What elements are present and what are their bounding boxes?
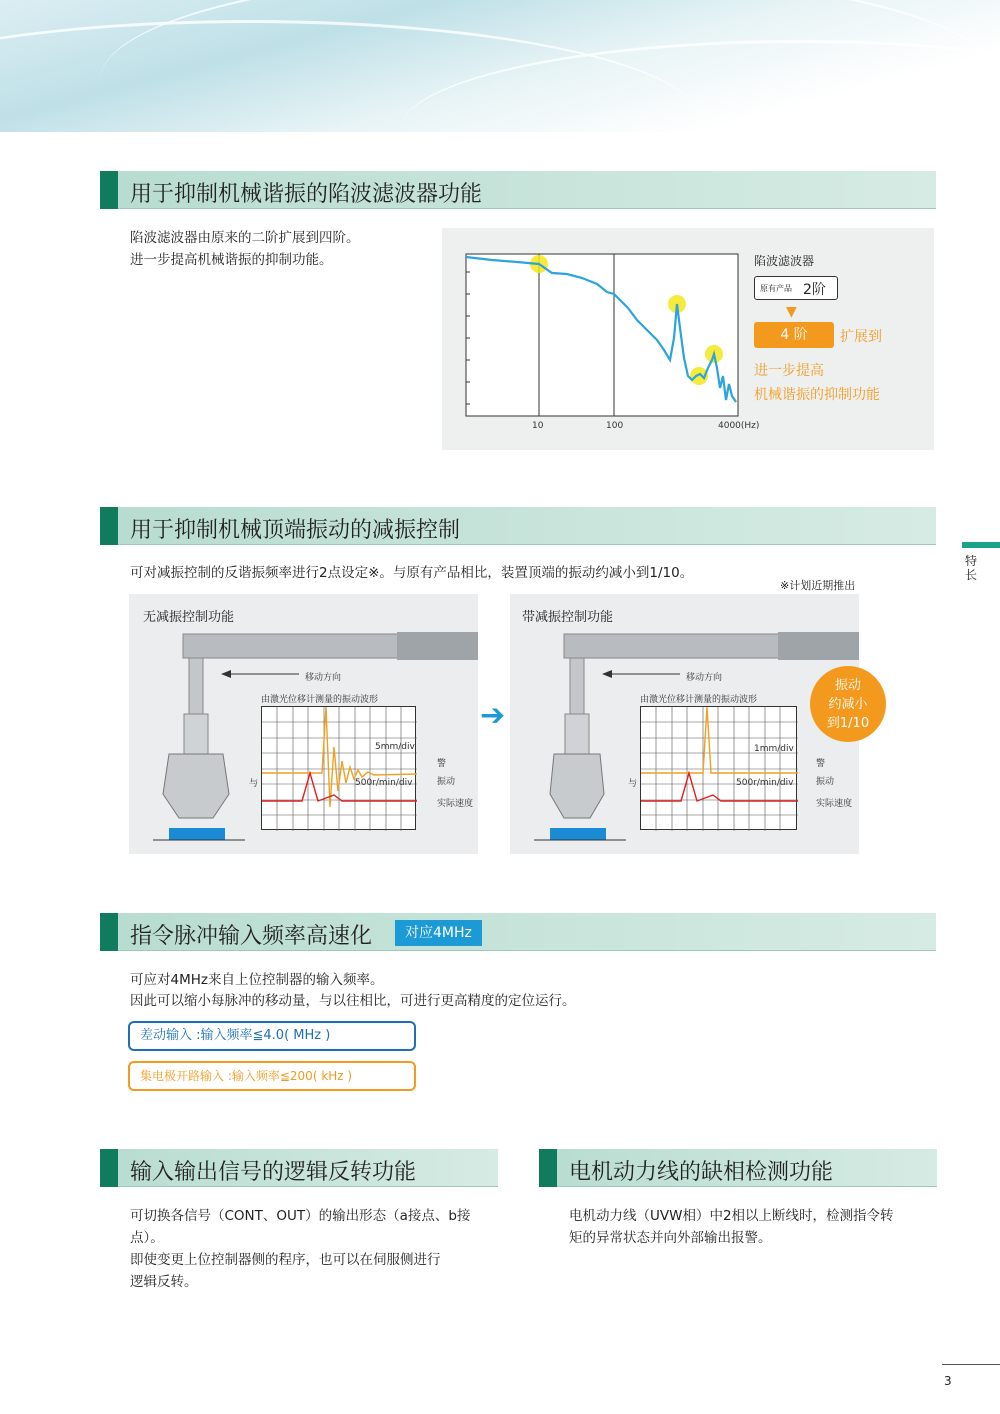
- chart-plot-area: [466, 254, 738, 416]
- arrow-left-icon: [221, 670, 231, 678]
- grid: [262, 707, 417, 831]
- wave-label: 由激光位移计测量的振动波形: [261, 695, 379, 705]
- damping-text: 可对减振控制的反谐振频率进行2点设定※。与原有产品相比，装置顶端的振动约减小到1/10。: [130, 565, 694, 581]
- phase-text-2: 矩的异常状态并向外部输出报警。: [569, 1230, 772, 1246]
- gantry-end: [397, 632, 478, 660]
- pulse-text-1: 可应对4MHz来自上位控制器的输入频率。: [130, 972, 384, 988]
- section-title: 用于抑制机械顶端振动的减振控制: [130, 518, 461, 543]
- section-header-bar: [100, 913, 118, 951]
- logic-text-1: 可切换各信号（CONT、OUT）的输出形态（a接点、b接: [130, 1208, 471, 1224]
- vibration-label: 振动: [437, 777, 456, 787]
- callout-line-2: 约减小: [828, 697, 868, 712]
- arm-column: [189, 658, 203, 718]
- scale-speed: 500r/min/div: [355, 778, 413, 788]
- improve-label-2: 机械谐振的抑制功能: [754, 387, 880, 403]
- section-title: 输入输出信号的逻辑反转功能: [130, 1160, 417, 1185]
- old-product-box: [754, 276, 838, 300]
- logic-text-4: 逻辑反转。: [130, 1274, 198, 1290]
- speed-label: 实际速度: [816, 799, 853, 809]
- arrow-right-icon: ➔: [480, 698, 506, 733]
- section-title: 电机动力线的缺相检测功能: [569, 1160, 834, 1185]
- side-label-a: 警: [816, 759, 826, 769]
- callout-line-1: 振动: [834, 678, 861, 693]
- oscilloscope-left: [261, 706, 416, 830]
- workpiece: [550, 828, 606, 840]
- move-direction: 移动方向: [686, 673, 723, 683]
- notch-chart-panel: [442, 228, 934, 450]
- reduction-callout: [810, 666, 886, 742]
- section-header-bar: [100, 507, 118, 545]
- gripper: [163, 754, 229, 818]
- side-label-a: 警: [437, 759, 447, 769]
- side-tab-marker: [962, 542, 1000, 548]
- side-label-b: 与: [249, 779, 259, 789]
- top-banner: [0, 0, 1000, 132]
- panel-title: 带减振控制功能: [522, 610, 614, 625]
- section-header-notch: [100, 171, 936, 209]
- scale-position: 5mm/div: [375, 742, 415, 752]
- expand-label: 扩展到: [840, 329, 882, 345]
- panel-without-damping: [129, 594, 478, 854]
- differential-input-pill: 差动输入 :输入频率≦4.0( MHz ): [128, 1021, 416, 1051]
- logic-text-2: 点）。: [130, 1230, 164, 1246]
- old-order-value: 2阶: [803, 282, 826, 298]
- vibration-trace: [641, 707, 798, 773]
- notch-text-1: 陷波滤波器由原来的二阶扩展到四阶。: [130, 230, 360, 246]
- section-header-bar: [539, 1149, 557, 1187]
- footer-line: [942, 1364, 1000, 1365]
- section-header-bar: [100, 171, 118, 209]
- panel-with-damping: [510, 594, 870, 854]
- logic-text-3: 即使变更上位控制器侧的程序，也可以在伺服侧进行: [130, 1252, 441, 1268]
- move-direction: 移动方向: [305, 673, 342, 683]
- open-collector-input-pill: 集电极开路输入 :输入频率≦200( kHz ): [128, 1061, 416, 1091]
- callout-line-3: 到1/10: [826, 716, 870, 731]
- oscilloscope-waveform: [262, 707, 417, 831]
- side-label-b: 与: [628, 779, 638, 789]
- arm-column: [570, 658, 584, 718]
- notch-text-2: 进一步提高机械谐振的抑制功能。: [130, 252, 333, 268]
- grid: [641, 707, 798, 831]
- section-header-logic: [100, 1149, 498, 1187]
- vibration-label: 振动: [816, 777, 835, 787]
- arrow-down-icon: ▼: [786, 304, 797, 320]
- workpiece: [169, 828, 225, 840]
- section-header-pulse: [100, 913, 936, 951]
- notch-label-title: 陷波滤波器: [754, 254, 815, 268]
- scale-speed: 500r/min/div: [736, 778, 794, 788]
- section-title: 用于抑制机械谐振的陷波滤波器功能: [130, 182, 483, 207]
- section-header-damping: [100, 507, 936, 545]
- x-tick-100: 100: [606, 421, 624, 431]
- improve-label-1: 进一步提高: [754, 363, 824, 379]
- section-header-bar: [100, 1149, 118, 1187]
- x-tick-10: 10: [532, 421, 544, 431]
- gripper: [550, 754, 604, 818]
- scale-position: 1mm/div: [754, 744, 794, 754]
- oscilloscope-right: [640, 706, 797, 830]
- oscilloscope-waveform: [641, 707, 798, 831]
- arm-body: [565, 714, 589, 754]
- frequency-badge: 对应4MHz: [395, 920, 482, 946]
- old-product-label: 原有产品: [760, 284, 792, 293]
- new-order-badge: 4 阶: [754, 322, 834, 348]
- page-number: 3: [944, 1374, 952, 1388]
- arm-body: [184, 714, 208, 754]
- damping-note: ※计划近期推出: [780, 579, 856, 592]
- pulse-text-2: 因此可以缩小每脉冲的移动量，与以往相比，可进行更高精度的定位运行。: [130, 993, 576, 1009]
- arrow-left-icon: [602, 670, 612, 678]
- gantry-end: [778, 632, 859, 660]
- x-tick-4000: 4000(Hz): [718, 421, 760, 431]
- wave-label: 由激光位移计测量的振动波形: [640, 695, 758, 705]
- panel-title: 无减振控制功能: [143, 610, 235, 625]
- section-header-phase: [539, 1149, 937, 1187]
- section-title: 指令脉冲输入频率高速化: [130, 924, 373, 949]
- side-tab-label: 特长: [965, 554, 978, 582]
- phase-text-1: 电机动力线（UVW相）中2相以上断线时，检测指令转: [569, 1208, 894, 1224]
- speed-label: 实际速度: [437, 799, 474, 809]
